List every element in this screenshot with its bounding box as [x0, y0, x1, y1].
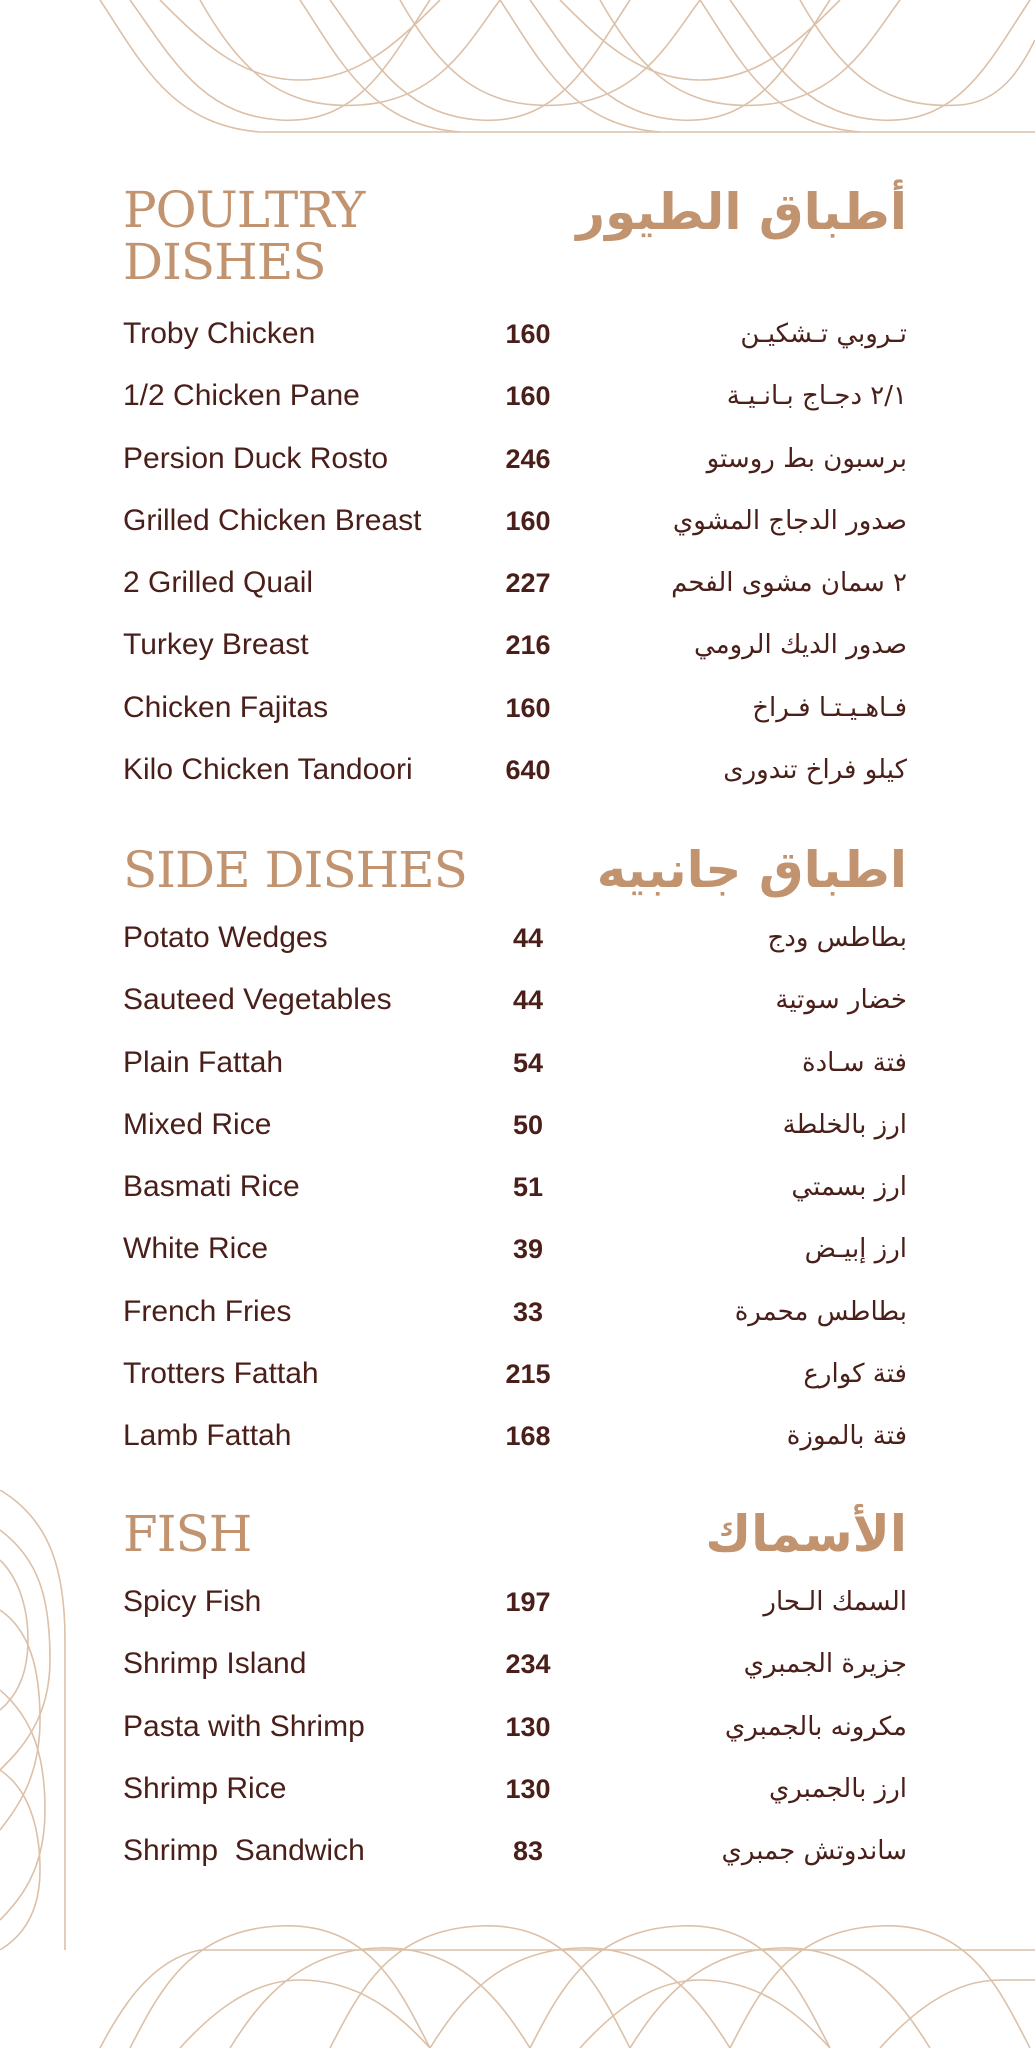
- item-name-ar: تـروبي تـشكيـن: [740, 319, 907, 349]
- item-name-en: Basmati Rice: [123, 1170, 300, 1204]
- menu-item: [0, 1105, 1035, 1167]
- item-name-ar: فتة سـادة: [801, 1047, 907, 1078]
- section-title-en-line1: POULTRY: [123, 181, 365, 239]
- item-price: 160: [505, 381, 551, 412]
- item-name-ar: خضار سوتية: [775, 985, 907, 1016]
- item-name-en: Shrimp Sandwich: [123, 1834, 365, 1868]
- item-price: 234: [505, 1649, 551, 1680]
- item-price: 130: [505, 1711, 551, 1742]
- item-name-ar: بطاطس ودج: [767, 923, 907, 953]
- item-name-ar: صدور الدجاج المشوي: [672, 505, 907, 536]
- item-name-ar: فتة كوارع: [803, 1359, 907, 1390]
- menu-item: [0, 918, 1035, 980]
- item-name-en: Chicken Fajitas: [123, 690, 329, 724]
- menu-item: [0, 688, 1035, 750]
- menu-item: [0, 563, 1035, 625]
- item-price: 197: [505, 1587, 551, 1617]
- menu-item: [0, 1229, 1035, 1291]
- item-price: 39: [512, 1234, 544, 1265]
- bottom-ornament-pattern: [0, 1920, 1035, 2048]
- item-price: 640: [505, 755, 551, 786]
- item-name-ar: ارز بالخلطة: [782, 1109, 907, 1140]
- top-ornament-pattern: [0, 0, 1035, 140]
- item-price: 215: [505, 1359, 551, 1390]
- item-price: 246: [505, 443, 551, 474]
- item-name-en: Turkey Breast: [123, 628, 309, 662]
- item-name-ar: فـاهـيـتـا فـراخ: [752, 692, 907, 723]
- item-name-en: 2 Grilled Quail: [123, 566, 314, 600]
- item-price: 130: [505, 1773, 551, 1804]
- menu-item: [0, 314, 1035, 376]
- menu-item: [0, 750, 1035, 812]
- item-price: 54: [512, 1047, 544, 1078]
- item-name-en: Shrimp Rice: [123, 1771, 287, 1805]
- item-name-ar: كيلو فراخ تندورى: [723, 755, 907, 786]
- menu-list: [0, 1582, 1035, 1893]
- item-name-en: Lamb Fattah: [123, 1419, 292, 1453]
- menu-item: [0, 1831, 1035, 1893]
- section-title-en-line2: DISHES: [123, 233, 326, 291]
- item-name-en: White Rice: [123, 1232, 269, 1266]
- item-price: 83: [512, 1836, 544, 1867]
- item-name-en: Mixed Rice: [123, 1107, 272, 1141]
- section-title-en: [123, 181, 365, 291]
- item-name-ar: فتة بالموزة: [786, 1421, 907, 1452]
- item-name-en: Trotters Fattah: [123, 1357, 319, 1391]
- menu-item: [0, 1582, 1035, 1644]
- menu-item: [0, 1292, 1035, 1354]
- item-name-en: Shrimp Island: [123, 1647, 307, 1681]
- item-name-ar: ٢/١ دجـاج بـانـيـة: [726, 381, 907, 412]
- menu-item: [0, 1707, 1035, 1769]
- item-name-ar: جزيرة الجمبري: [743, 1649, 907, 1680]
- item-name-en: French Fries: [123, 1294, 292, 1328]
- item-name-ar: ارز إبيـض: [804, 1234, 907, 1265]
- item-price: 160: [505, 692, 551, 723]
- item-price: 33: [512, 1296, 544, 1327]
- item-name-ar: مكرونه بالجمبري: [724, 1711, 907, 1742]
- item-name-ar: ارز بسمتي: [791, 1172, 907, 1203]
- menu-item: [0, 1644, 1035, 1706]
- section-title-ar: اطباق جانبيه: [596, 841, 907, 899]
- item-price: 44: [512, 985, 544, 1016]
- menu-item: [0, 625, 1035, 687]
- section-title-en: FISH: [123, 1505, 252, 1563]
- item-name-ar: ٢ سمان مشوى الفحم: [671, 568, 907, 599]
- item-price: 44: [512, 923, 544, 953]
- item-name-en: Pasta with Shrimp: [123, 1709, 365, 1743]
- item-name-en: Troby Chicken: [123, 317, 316, 350]
- section-title-ar: الأسماك: [705, 1505, 907, 1563]
- item-name-en: Plain Fattah: [123, 1045, 284, 1079]
- item-name-en: Potato Wedges: [123, 921, 328, 954]
- item-name-en: Kilo Chicken Tandoori: [123, 753, 413, 787]
- section-title-en: SIDE DISHES: [123, 841, 467, 899]
- item-name-en: Spicy Fish: [123, 1585, 262, 1618]
- menu-item: [0, 439, 1035, 501]
- item-name-en: Grilled Chicken Breast: [123, 503, 422, 537]
- item-price: 168: [505, 1421, 551, 1452]
- menu-item: [0, 501, 1035, 563]
- item-name-en: Sauteed Vegetables: [123, 983, 392, 1017]
- item-name-ar: ساندوتش جمبري: [721, 1836, 907, 1867]
- item-price: 160: [505, 319, 551, 349]
- menu-list: [0, 314, 1035, 812]
- item-name-ar: السمك الـحار: [763, 1587, 907, 1617]
- menu-list: [0, 918, 1035, 1479]
- item-price: 160: [505, 505, 551, 536]
- section-title-ar: أطباق الطيور: [576, 183, 907, 241]
- menu-item: [0, 1043, 1035, 1105]
- menu-item: [0, 980, 1035, 1042]
- item-name-en: Persion Duck Rosto: [123, 441, 389, 475]
- item-price: 51: [512, 1172, 544, 1203]
- item-price: 216: [505, 630, 551, 661]
- menu-item: [0, 1416, 1035, 1478]
- menu-item: [0, 1354, 1035, 1416]
- item-name-en: 1/2 Chicken Pane: [123, 379, 360, 413]
- item-name-ar: بطاطس محمرة: [734, 1296, 907, 1327]
- item-price: 50: [512, 1109, 544, 1140]
- menu-item: [0, 1167, 1035, 1229]
- item-name-ar: برسبون بط روستو: [706, 443, 907, 474]
- item-name-ar: ارز بالجمبري: [768, 1773, 907, 1804]
- menu-item: [0, 1769, 1035, 1831]
- item-price: 227: [505, 568, 551, 599]
- item-name-ar: صدور الديك الرومي: [694, 630, 907, 661]
- menu-item: [0, 376, 1035, 438]
